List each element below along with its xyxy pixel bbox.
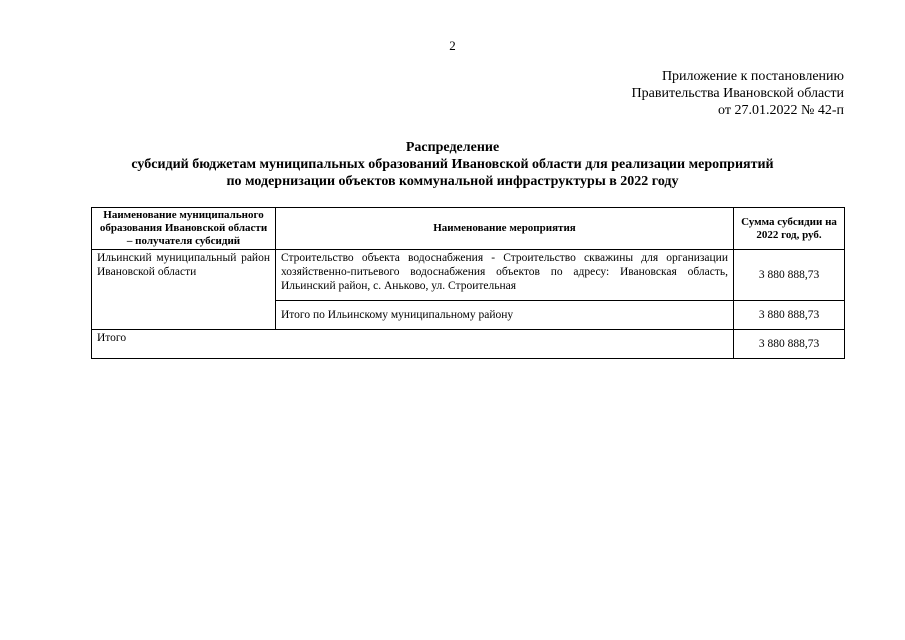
total-amount: 3 880 888,73	[734, 330, 845, 359]
header-amount: Сумма субсидии на 2022 год, руб.	[734, 208, 845, 250]
appendix-line: Приложение к постановлению	[661, 69, 844, 84]
cell-municipality: Ильинский муниципальный район Ивановской области	[92, 250, 276, 330]
cell-event: Строительство объекта водоснабжения - Строительство скважины для организации хозяйственно-питьевого водоснабжения объектов по адресу: Ивановская область, Ильинский район, с. Аньково, ул. Строительная	[276, 250, 734, 301]
appendix-line: от 27.01.2022 № 42-п	[718, 103, 844, 118]
header-event: Наименование мероприятия	[276, 208, 734, 250]
page-number: 2	[449, 38, 456, 53]
table-header-row	[92, 208, 845, 250]
subsidy-table	[91, 207, 845, 359]
header-municipality: Наименование муниципального образования Ивановской области – получателя субсидий	[92, 208, 276, 250]
subtotal-amount: 3 880 888,73	[734, 301, 845, 330]
table-row	[92, 250, 845, 301]
document-title	[0, 139, 905, 190]
cell-amount: 3 880 888,73	[734, 250, 845, 301]
appendix-block	[632, 68, 844, 119]
total-row	[92, 330, 845, 359]
subtotal-label: Итого по Ильинскому муниципальному району	[276, 301, 734, 330]
title-line: Распределение	[405, 140, 500, 155]
title-line: субсидий бюджетам муниципальных образований Ивановской области для реализации мероприятий	[131, 157, 774, 172]
appendix-line: Правительства Ивановской области	[631, 86, 844, 101]
title-line: по модернизации объектов коммунальной инфраструктуры в 2022 году	[226, 174, 679, 189]
total-label: Итого	[92, 330, 734, 359]
